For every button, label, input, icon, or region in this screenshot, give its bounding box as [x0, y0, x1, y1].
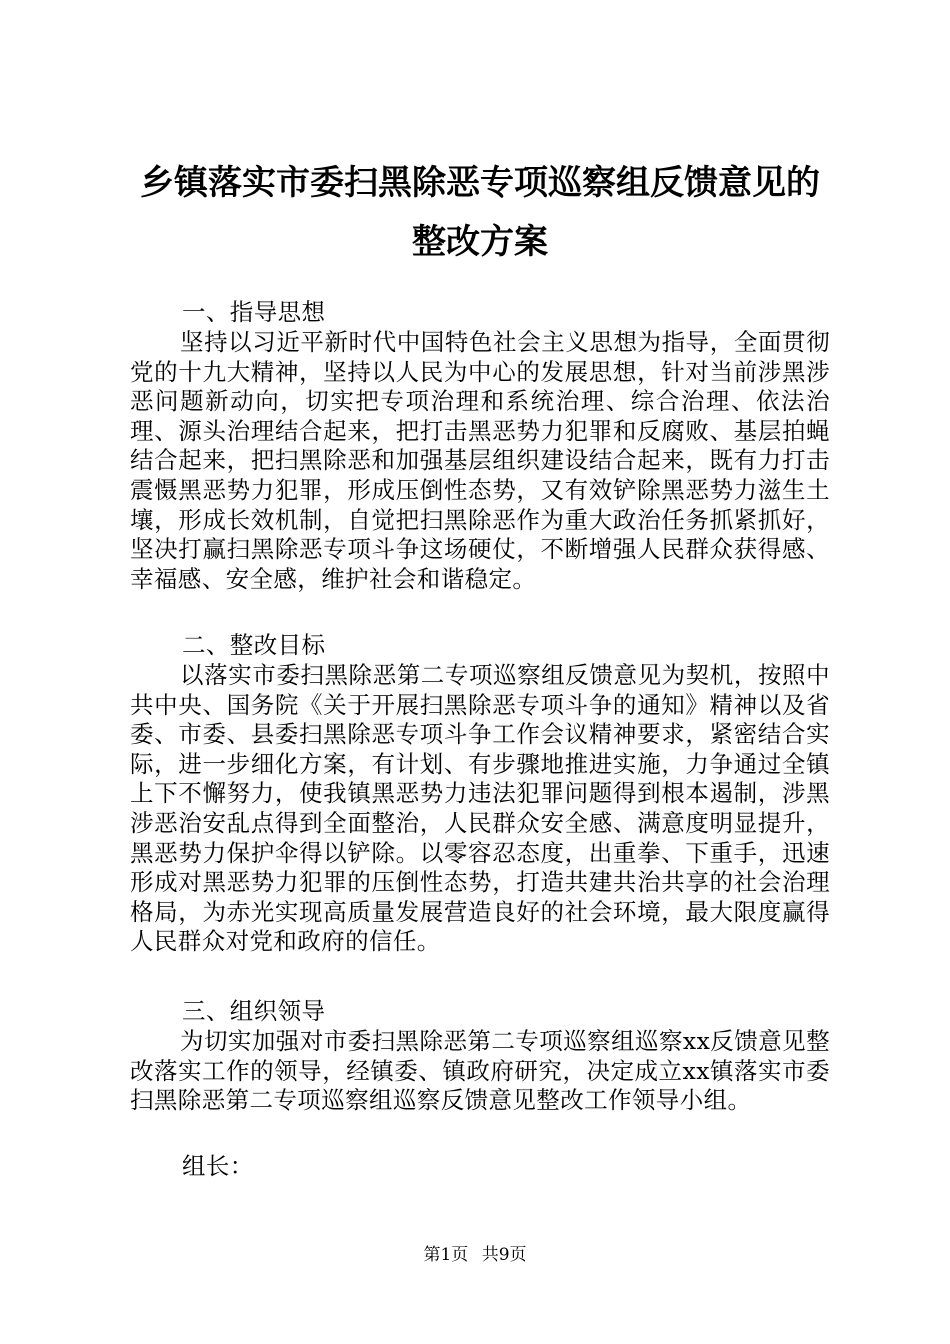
page-number-current: 第1页	[423, 1245, 469, 1265]
section-1-heading: 一、指导思想	[182, 298, 326, 326]
page-number-total: 共9页	[481, 1245, 527, 1265]
document-title-line-2: 整改方案	[412, 222, 548, 262]
section-2-paragraph: 以落实市委扫黑除恶第二专项巡察组反馈意见为契机，按照中共中央、国务院《关于开展扫黑除恶专项斗争的通知》精神以及省委、市委、县委扫黑除恶专项斗争工作会议精神要求，紧密结合实际，进一步细化方案，有计划、有步骤地推进实施，力争通过全镇上下不懈努力，使我镇黑恶势力违法犯罪问题得到根本遏制，涉黑涉恶治安乱点得到全面整治，人民群众安全感、满意度明显提升，黑恶势力保护伞得以铲除。以零容忍态度，出重拳、下重手，迅速形成对黑恶势力犯罪的压倒性态势，打造共建共治共享的社会治理格局，为赤光实现高质量发展营造良好的社会环境，最大限度赢得人民群众对党和政府的信任。	[130, 661, 830, 956]
section-3-paragraph: 为切实加强对市委扫黑除恶第二专项巡察组巡察xx反馈意见整改落实工作的领导，经镇委、镇政府研究，决定成立xx镇落实市委扫黑除恶第二专项巡察组巡察反馈意见整改工作领导小组。	[130, 1027, 830, 1115]
group-leader-label: 组长：	[182, 1152, 254, 1180]
document-title-line-1: 乡镇落实市委扫黑除恶专项巡察组反馈意见的	[140, 163, 820, 203]
section-1-paragraph: 坚持以习近平新时代中国特色社会主义思想为指导，全面贯彻党的十九大精神，坚持以人民为中心的发展思想，针对当前涉黑涉恶问题新动向，切实把专项治理和系统治理、综合治理、依法治理、源头治理结合起来，把打击黑恶势力犯罪和反腐败、基层拍蝇结合起来，把扫黑除恶和加强基层组织建设结合起来，既有力打击震慑黑恶势力犯罪，形成压倒性态势，又有效铲除黑恶势力滋生土壤，形成长效机制，自觉把扫黑除恶作为重大政治任务抓紧抓好，坚决打赢扫黑除恶专项斗争这场硬仗，不断增强人民群众获得感、幸福感、安全感，维护社会和谐稳定。	[130, 328, 830, 593]
section-2-heading: 二、整改目标	[182, 631, 326, 659]
section-3-heading: 三、组织领导	[182, 997, 326, 1025]
page-footer	[0, 1244, 950, 1266]
